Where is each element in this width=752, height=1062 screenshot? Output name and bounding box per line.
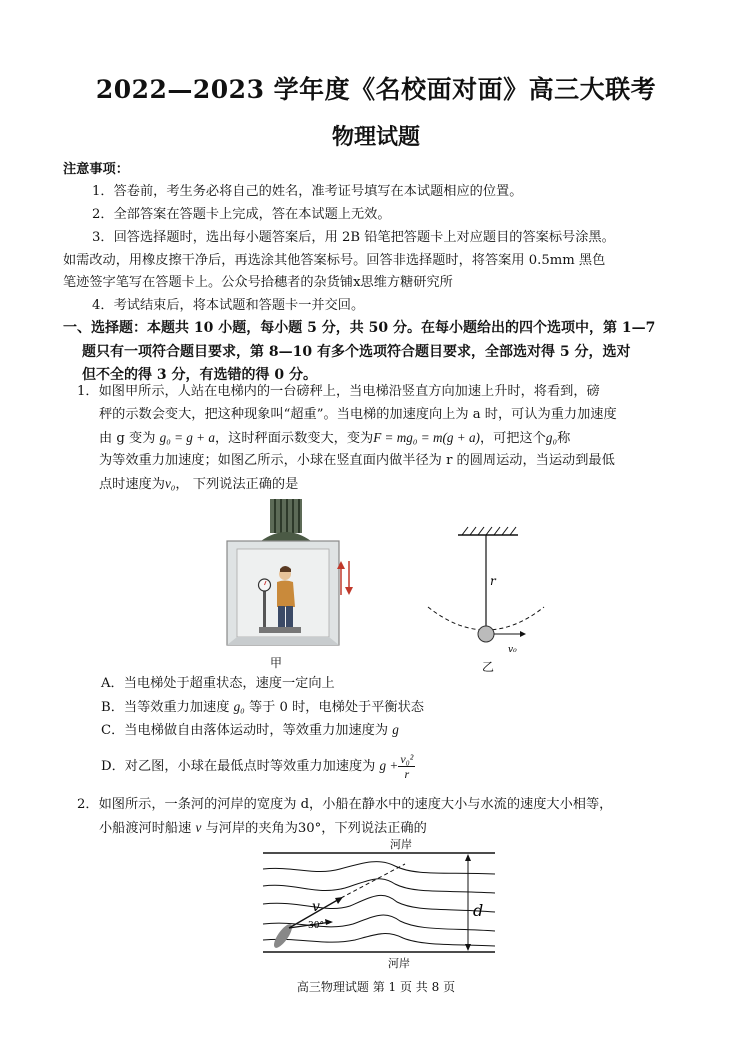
notice-item: 1．答卷前，考生务必将自己的姓名，准考证号填写在本试题相应的位置。: [92, 184, 523, 199]
option-fraction: [398, 752, 415, 781]
notice-item: 3．回答选择题时，选出每小题答案后，用 2B 铅笔把答题卡上对应题目的答案标号涂黑。: [92, 230, 615, 245]
water-waves: [263, 862, 495, 946]
option-symbol: g₀: [233, 699, 245, 714]
section-text: 但不全的得 3 分，有选错的得 0 分。: [82, 367, 317, 383]
q1-symbol: v₀: [164, 476, 176, 491]
section-heading: 一、选择题：本题共 10 小题，每小题 5 分，共 50 分。在每小题给出的四个选项中，第 1—7: [63, 320, 656, 336]
option-text: C．当电梯做自由落体运动时，等效重力加速度为: [101, 723, 393, 738]
q1-text: 点时速度为: [99, 477, 165, 492]
option-text: 等于 0 时，电梯处于平衡状态: [244, 700, 424, 715]
q1-text: ，这时秤面示数变大，变为: [214, 431, 374, 446]
width-d-label: d: [473, 901, 484, 920]
option-symbol: g +: [379, 758, 399, 773]
angle-label: 30°: [308, 921, 324, 931]
fraction-numerator: v₀²: [400, 752, 414, 766]
ceiling-support: [458, 527, 518, 535]
q2-symbol: 30°: [297, 821, 322, 836]
option-d: [101, 752, 415, 781]
option-text: B．当等效重力加速度: [101, 700, 234, 715]
figure-label-yi: 乙: [482, 660, 495, 674]
q2-text: ，下列说法正确的: [321, 821, 427, 836]
q2-symbol: v: [195, 820, 202, 835]
v0-label: v₀: [508, 645, 517, 655]
pendulum-figure: [420, 525, 560, 670]
q1-text: ， 下列说法正确的是: [175, 477, 299, 492]
notice-item: 2．全部答案在答题卡上完成，答在本试题上无效。: [92, 207, 391, 222]
notice-item: 4．考试结束后，将本试题和答题卡一并交回。: [92, 298, 365, 313]
q1-text-line3: [99, 427, 570, 450]
notice-heading: 注意事项：: [63, 162, 129, 177]
velocity-v-label: v: [312, 899, 320, 915]
bank-top-label: 河岸: [390, 838, 412, 851]
velocity-extension: [341, 864, 405, 898]
q2-text: 小船渡河时船速: [99, 821, 196, 836]
velocity-arrowhead: [520, 631, 526, 637]
q1-text: 为等效重力加速度；如图乙所示，小球在竖直面内做半径为 r 的圆周运动，当运动到最低: [99, 453, 615, 468]
q1-text: 秤的示数会变大，把这种现象叫“超重”。当电梯的加速度向上为 a 时，可认为重力加速度: [99, 407, 617, 422]
q1-text: 称: [557, 431, 571, 446]
q1-equation: F = mg₀ = m(g + a): [373, 430, 480, 445]
q1-text: 由 g 变为: [99, 431, 160, 446]
q2-text: 2．如图所示，一条河的河岸的宽度为 d，小船在静水中的速度大小与水流的速度大小相等，: [77, 797, 613, 812]
option-b: [101, 696, 424, 719]
option-a: A．当电梯处于超重状态，速度一定向上: [101, 676, 335, 691]
exam-subtitle: 物理试题: [331, 124, 420, 150]
figure-label-jia: 甲: [270, 656, 283, 670]
ball-icon: [478, 626, 494, 642]
option-c: [101, 719, 399, 742]
elevator-cables: [261, 499, 311, 541]
q1-text-line5: [99, 473, 298, 496]
fraction-denominator: r: [404, 767, 410, 781]
q1-text: ，可把这个: [479, 431, 546, 446]
q1-symbol: g₀: [545, 430, 558, 445]
option-text: D．对乙图，小球在最低点时等效重力加速度为: [101, 759, 380, 774]
option-symbol: g: [392, 722, 399, 737]
width-arrowhead-top: [465, 854, 471, 861]
q2-text: 与河岸的夹角为: [201, 821, 298, 836]
exam-title: 2022—2023 学年度《名校面对面》高三大联考: [95, 75, 657, 104]
section-text: 题只有一项符合题目要求，第 8—10 有多个选项符合题目要求，全部选对得 5 分，选对: [82, 344, 631, 360]
q1-text: 1．如图甲所示，人站在电梯内的一台磅秤上，当电梯沿竖直方向加速上升时，将看到，磅: [77, 384, 600, 399]
current-velocity-arrowhead: [325, 919, 333, 925]
notice-item: 笔迹签字笔写在答题卡上。公众号拾穗者的杂货铺x思维方糖研究所: [63, 275, 453, 290]
river-figure: [255, 836, 500, 971]
q1-equation: g₀ = g + a: [159, 430, 215, 445]
elevator-figure: [225, 495, 355, 670]
notice-item: 如需改动，用橡皮擦干净后，再选涂其他答案标号。回答非选择题时，将答案用 0.5mm 黑色: [63, 253, 606, 268]
bank-bottom-label: 河岸: [388, 957, 410, 970]
width-arrowhead-bottom: [465, 944, 471, 951]
page-footer: 高三物理试题 第 1 页 共 8 页: [296, 980, 456, 994]
radius-label: r: [490, 574, 496, 588]
